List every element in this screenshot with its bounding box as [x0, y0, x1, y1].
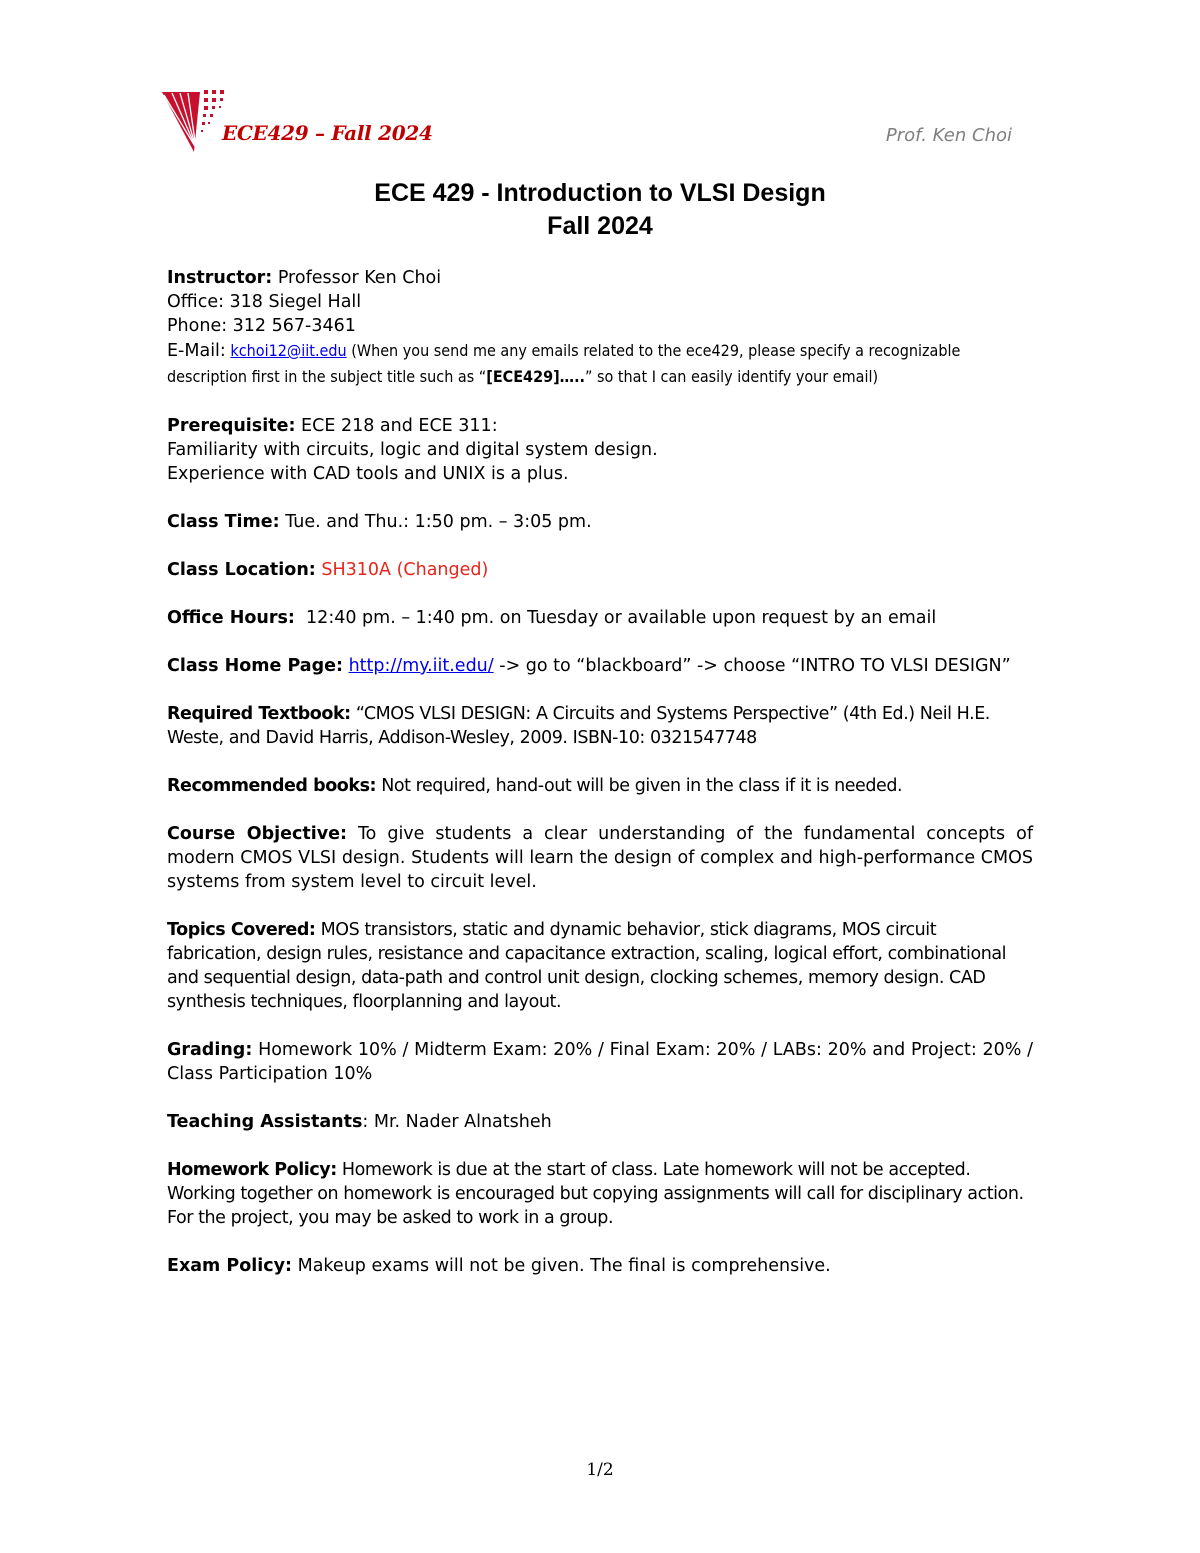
office-hours-label: Office Hours: [167, 608, 295, 628]
homework-policy-label: Homework Policy: [167, 1160, 337, 1180]
teaching-assistants [167, 1110, 1033, 1134]
header-course-tag: ECE429 – Fall 2024 [222, 121, 433, 145]
prerequisite-line2: Familiarity with circuits, logic and digital system design. [167, 440, 658, 460]
prerequisite-label: Prerequisite: [167, 416, 296, 436]
topics-label: Topics Covered: [167, 920, 316, 940]
topics-covered [167, 918, 1033, 1014]
tas-label: Teaching Assistants [167, 1112, 363, 1132]
instructor-email-link[interactable]: kchoi12@iit.edu [230, 341, 347, 360]
class-location-label: Class Location: [167, 560, 316, 580]
grading-label: Grading: [167, 1040, 253, 1060]
recommended-value: Not required, hand-out will be given in the class if it is needed. [381, 776, 903, 796]
prerequisite-section [167, 414, 1033, 486]
instructor-office: Office: 318 Siegel Hall [167, 292, 362, 312]
class-time-label: Class Time: [167, 512, 280, 532]
document-title: ECE 429 - Introduction to VLSI Design [374, 179, 826, 207]
header-professor: Prof. Ken Choi [885, 125, 1012, 146]
homework-policy [167, 1158, 1033, 1230]
objective-value: To give students a clear understanding of the fundamental concepts of modern CMOS VLSI design. Students will learn the design of complex and high-performance CMOS systems from system level to circuit level. [167, 824, 1033, 892]
homework-policy-value: Homework is due at the start of class. Late homework will not be accepted. Working together on homework is encouraged but copying assignments will call for disciplinary action. For the project, you may be asked to work in a group. [167, 1160, 1024, 1228]
prerequisite-line3: Experience with CAD tools and UNIX is a plus. [167, 464, 569, 484]
class-time-value: Tue. and Thu.: 1:50 pm. – 3:05 pm. [285, 512, 592, 532]
grading [167, 1038, 1033, 1086]
class-location-value: SH310A (Changed) [321, 560, 489, 580]
instructor-phone: Phone: 312 567-3461 [167, 316, 356, 336]
textbook-value: “CMOS VLSI DESIGN: A Circuits and Systems Perspective” (4th Ed.) Neil H.E. Weste, and David Harris, Addison-Wesley, 2009. ISBN-10: 0321547748 [167, 704, 990, 748]
home-page-label: Class Home Page: [167, 656, 343, 676]
grading-value: Homework 10% / Midterm Exam: 20% / Final Exam: 20% / LABs: 20% and Project: 20% / Class Participation 10% [167, 1040, 1033, 1084]
course-objective [167, 822, 1033, 894]
home-page-link[interactable]: http://my.iit.edu/ [348, 656, 494, 676]
email-note: (When you send me any emails related to the ece429, please specify a recognizable description first in the subject title such as “[ECE429]…..” so that I can easily identify your email) [167, 341, 961, 386]
tas-value: : Mr. Nader Alnatsheh [362, 1112, 552, 1132]
recommended-label: Recommended books: [167, 776, 377, 796]
objective-label: Course Objective: [167, 824, 348, 844]
prerequisite-courses: ECE 218 and ECE 311: [301, 416, 498, 436]
document-subtitle: Fall 2024 [547, 212, 653, 240]
instructor-section [167, 266, 1033, 390]
exam-policy [167, 1254, 1033, 1278]
instructor-label: Instructor: [167, 268, 273, 288]
required-textbook [167, 702, 1033, 750]
office-hours [167, 606, 1033, 630]
recommended-books [167, 774, 1033, 798]
instructor-name: Professor Ken Choi [277, 268, 442, 288]
class-home-page [167, 654, 1033, 678]
class-time [167, 510, 1033, 534]
exam-policy-value: Makeup exams will not be given. The final is comprehensive. [297, 1256, 831, 1276]
email-subject-example: [ECE429]….. [486, 367, 586, 386]
page-number: 1/2 [586, 1460, 614, 1480]
syllabus-body [167, 266, 1033, 1278]
class-location [167, 558, 1033, 582]
topics-value: MOS transistors, static and dynamic behavior, stick diagrams, MOS circuit fabrication, design rules, resistance and capacitance extraction, scaling, logical effort, combinational and sequential design, data-path and control unit design, clocking schemes, memory design. CAD synthesis techniques, floorplanning and layout. [167, 920, 1007, 1012]
office-hours-value: 12:40 pm. – 1:40 pm. on Tuesday or available upon request by an email [306, 608, 937, 628]
home-page-instructions: -> go to “blackboard” -> choose “INTRO TO VLSI DESIGN” [499, 656, 1011, 676]
textbook-label: Required Textbook: [167, 704, 351, 724]
email-label: E-Mail: [167, 341, 226, 361]
exam-policy-label: Exam Policy: [167, 1256, 293, 1276]
